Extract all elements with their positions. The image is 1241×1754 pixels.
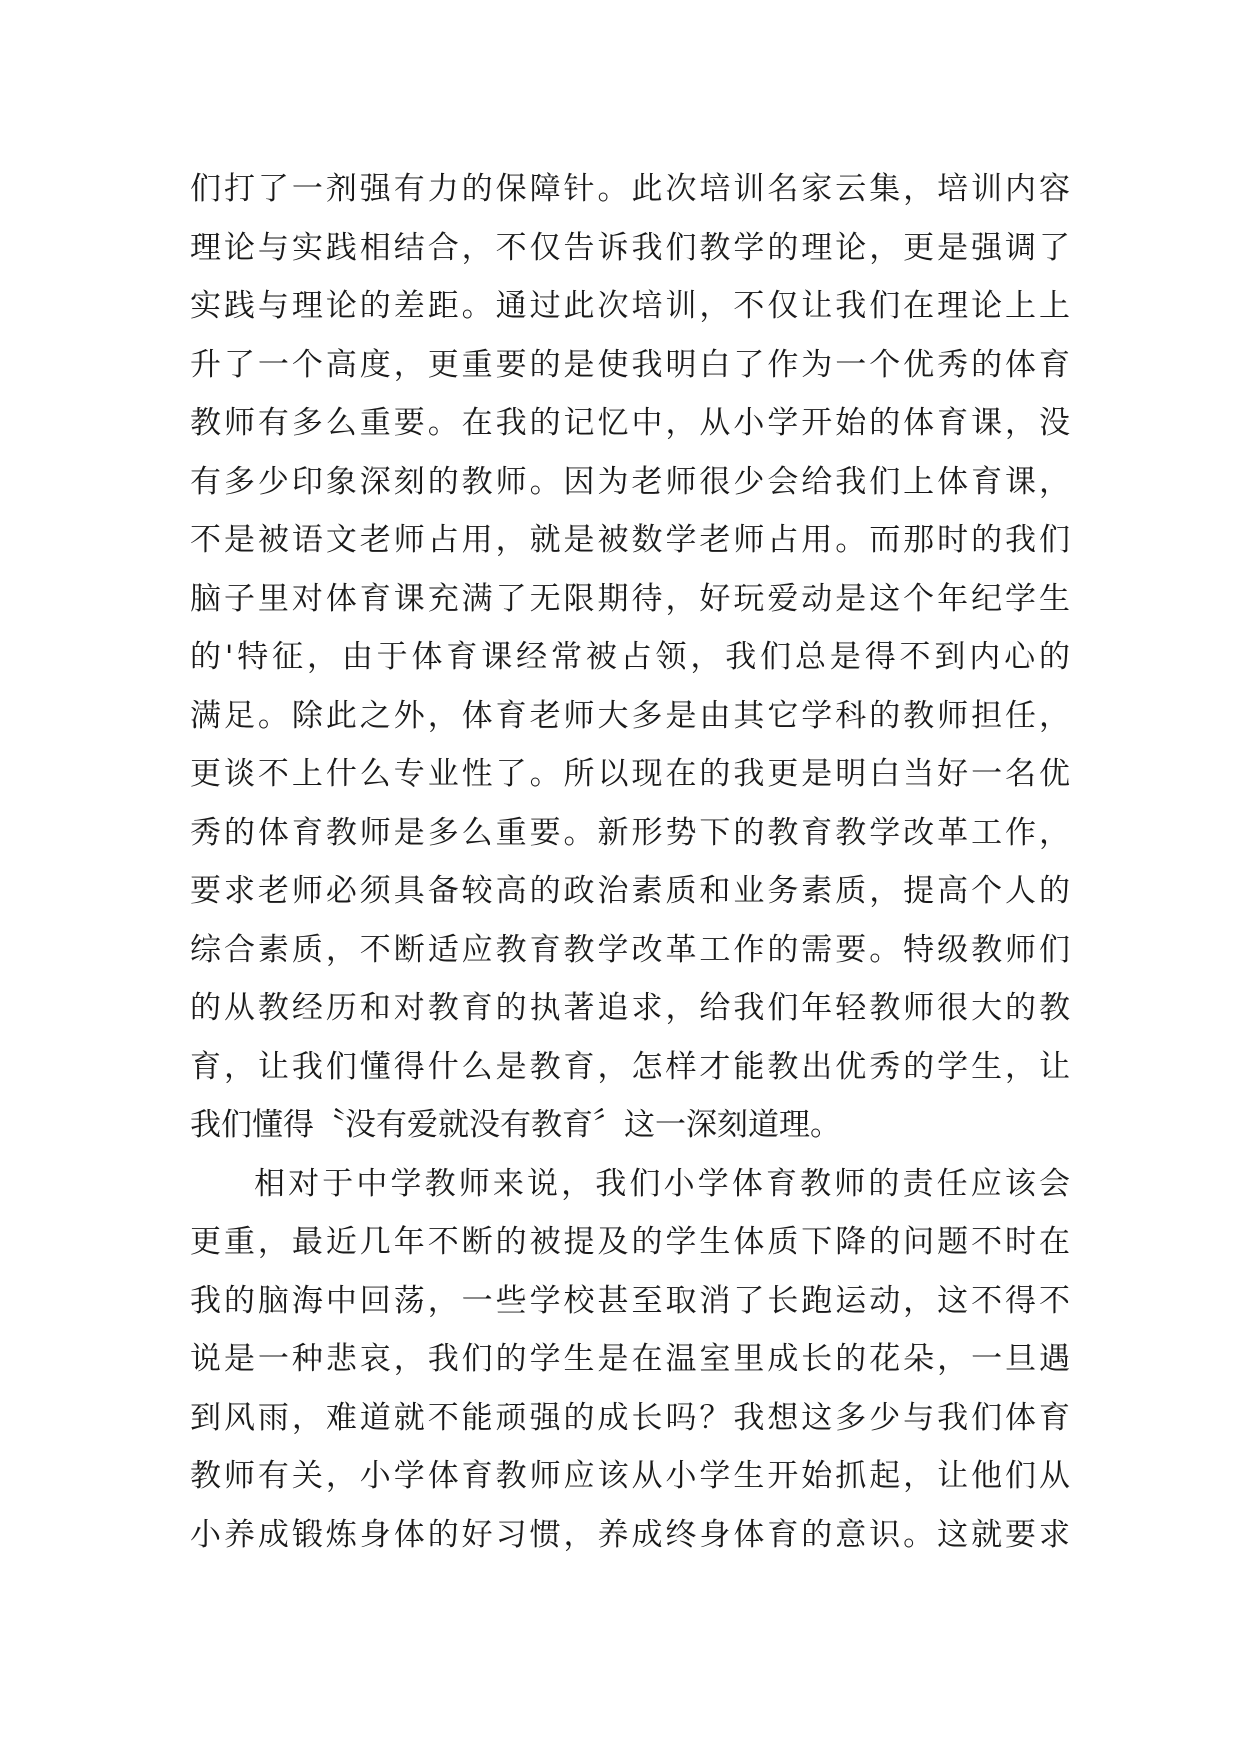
text-line: 们打了一剂强有力的保障针。此次培训名家云集，培训内容	[190, 171, 1070, 207]
text-line: 我们懂得〝没有爱就没有教育〞这一深刻道理。	[190, 1107, 841, 1143]
text-line: 到风雨，难道就不能顽强的成长吗？我想这多少与我们体育	[190, 1399, 1070, 1436]
text-line: 有多少印象深刻的教师。因为老师很少会给我们上体育课，	[190, 463, 1070, 500]
text-line: 更谈不上什么专业性了。所以现在的我更是明白当好一名优	[190, 756, 1070, 792]
text-line: 秀的体育教师是多么重要。新形势下的教育教学改革工作，	[190, 814, 1070, 851]
paragraph-1	[190, 160, 1070, 1155]
text-line: 理论与实践相结合，不仅告诉我们教学的理论，更是强调了	[190, 229, 1070, 266]
text-line: 教师有关，小学体育教师应该从小学生开始抓起，让他们从	[190, 1458, 1070, 1494]
text-line: 小养成锻炼身体的好习惯，养成终身体育的意识。这就要求	[190, 1516, 1070, 1553]
paragraph-2	[190, 1155, 1070, 1565]
text-line: 我的脑海中回荡，一些学校甚至取消了长跑运动，这不得不	[190, 1282, 1070, 1319]
text-line: 实践与理论的差距。通过此次培训，不仅让我们在理论上上	[190, 288, 1070, 324]
text-line: 育，让我们懂得什么是教育，怎样才能教出优秀的学生，让	[190, 1048, 1070, 1085]
text-line: 教师有多么重要。在我的记忆中，从小学开始的体育课，没	[190, 405, 1070, 441]
text-line: 的从教经历和对教育的执著追求，给我们年轻教师很大的教	[190, 990, 1070, 1026]
text-line: 的'特征，由于体育课经常被占领，我们总是得不到内心的	[190, 639, 1070, 675]
text-line: 满足。除此之外，体育老师大多是由其它学科的教师担任，	[190, 697, 1070, 734]
text-line: 相对于中学教师来说，我们小学体育教师的责任应该会	[254, 1165, 1070, 1202]
text-line: 说是一种悲哀，我们的学生是在温室里成长的花朵，一旦遇	[190, 1341, 1070, 1377]
text-line: 脑子里对体育课充满了无限期待，好玩爱动是这个年纪学生	[190, 580, 1070, 617]
body-text	[190, 160, 1070, 1564]
text-line: 更重，最近几年不断的被提及的学生体质下降的问题不时在	[190, 1224, 1070, 1260]
text-line: 不是被语文老师占用，就是被数学老师占用。而那时的我们	[190, 522, 1070, 558]
text-line: 要求老师必须具备较高的政治素质和业务素质，提高个人的	[190, 873, 1070, 909]
text-line: 升了一个高度，更重要的是使我明白了作为一个优秀的体育	[190, 346, 1070, 383]
text-line: 综合素质，不断适应教育教学改革工作的需要。特级教师们	[190, 931, 1070, 968]
